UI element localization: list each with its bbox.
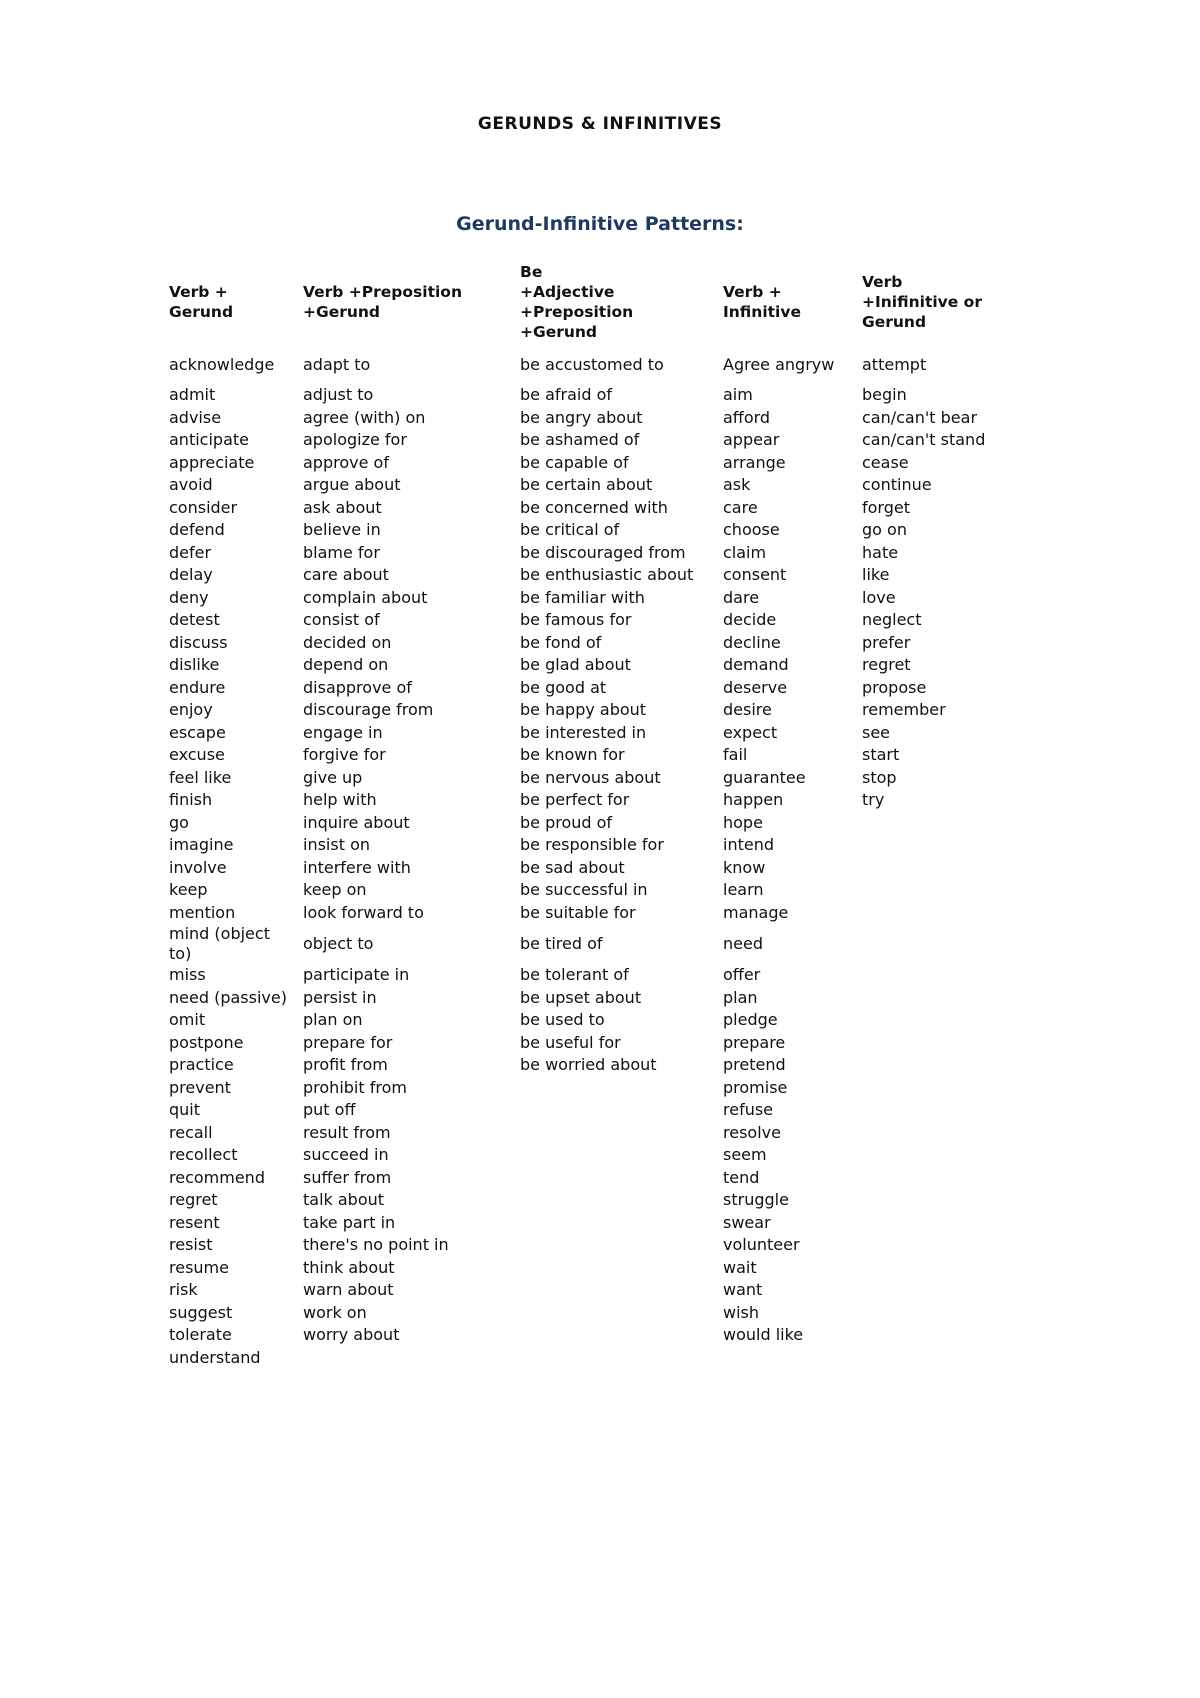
verb-preposition-gerund-cell: argue about [303,475,401,495]
verb-infinitive-or-gerund-cell: forget [862,497,910,517]
verb-infinitive-cell: prepare [723,1032,786,1052]
verb-preposition-gerund-cell: give up [303,767,363,787]
header-line: Verb +Preposition [303,283,462,301]
table-row [166,699,1009,722]
verb-infinitive-or-gerund-cell: stop [862,767,897,787]
be-adjective-preposition-cell: be nervous about [520,767,661,787]
verb-preposition-gerund-cell: plan on [303,1010,363,1030]
header-line: Gerund [169,303,234,321]
table-row [166,1347,1009,1370]
verb-infinitive-cell: want [723,1280,763,1300]
table-row [166,542,1009,565]
verb-preposition-gerund-cell: engage in [303,722,383,742]
verb-gerund-cell: quit [169,1100,201,1120]
verb-infinitive-or-gerund-cell: love [862,587,896,607]
be-adjective-preposition-cell: be accustomed to [520,355,664,374]
verb-gerund-cell: avoid [169,475,213,495]
table-row [166,902,1009,925]
verb-preposition-gerund-cell: approve of [303,452,389,472]
be-adjective-preposition-cell: be tired of [520,934,603,953]
be-adjective-preposition-cell: be angry about [520,407,643,427]
verb-gerund-cell: finish [169,790,213,810]
verb-infinitive-cell: pretend [723,1055,786,1075]
table-row [166,744,1009,767]
verb-infinitive-cell: need [723,934,763,953]
verb-infinitive-or-gerund-cell: try [862,790,885,810]
be-adjective-preposition-cell: be good at [520,677,607,697]
verb-infinitive-cell: intend [723,835,774,855]
verb-infinitive-cell: learn [723,880,764,900]
verb-gerund-cell: consider [169,497,238,517]
verb-gerund-cell: need (passive) [169,987,287,1007]
verb-infinitive-cell: refuse [723,1100,774,1120]
header-verb-infinitive-or-gerund [859,262,1009,342]
verb-preposition-gerund-cell: adjust to [303,385,374,405]
verb-preposition-gerund-cell: object to [303,934,374,953]
header-line: +Gerund [520,323,598,341]
be-adjective-preposition-cell: be concerned with [520,497,668,517]
header-line: +Gerund [303,303,381,321]
verb-gerund-cell: dislike [169,655,220,675]
be-adjective-preposition-cell [517,1347,720,1370]
header-line: Be [520,263,543,281]
be-adjective-preposition-cell: be worried about [520,1055,657,1075]
be-adjective-preposition-cell: be interested in [520,722,647,742]
verb-infinitive-cell: hope [723,812,763,832]
verb-infinitive-or-gerund-cell: start [862,745,900,765]
be-adjective-preposition-cell: be glad about [520,655,631,675]
table-row [166,834,1009,857]
verb-preposition-gerund-cell: result from [303,1122,391,1142]
verb-infinitive-cell: pledge [723,1010,778,1030]
verb-infinitive-or-gerund-cell [859,924,1009,964]
verb-gerund-cell: mention [169,902,236,922]
verb-infinitive-or-gerund-cell [859,879,1009,902]
table-row [166,1122,1009,1145]
verb-infinitive-cell: tend [723,1167,760,1187]
verb-infinitive-or-gerund-cell [859,834,1009,857]
table-row [166,1257,1009,1280]
verb-infinitive-or-gerund-cell [859,1257,1009,1280]
be-adjective-preposition-cell: be critical of [520,520,620,540]
table-row [166,1212,1009,1235]
verb-infinitive-cell: care [723,497,758,517]
verb-preposition-gerund-cell: insist on [303,835,370,855]
verb-preposition-gerund-cell: keep on [303,880,367,900]
verb-infinitive-cell: resolve [723,1122,781,1142]
verb-infinitive-cell: expect [723,722,778,742]
table-row [166,1167,1009,1190]
verb-gerund-cell: enjoy [169,700,213,720]
header-line: +Preposition [520,303,634,321]
table-row [166,1189,1009,1212]
verb-infinitive-cell: consent [723,565,787,585]
table-row [166,407,1009,430]
verb-infinitive-or-gerund-cell: cease [862,452,909,472]
verb-infinitive-or-gerund-cell: like [862,565,890,585]
verb-gerund-cell: deny [169,587,209,607]
verb-infinitive-or-gerund-cell [859,857,1009,880]
verb-infinitive-or-gerund-cell: regret [862,655,911,675]
verb-preposition-gerund-cell: care about [303,565,389,585]
verb-gerund-cell: discuss [169,632,228,652]
table-row [166,987,1009,1010]
verb-preposition-gerund-cell: decided on [303,632,392,652]
verb-gerund-cell: regret [169,1190,218,1210]
verb-infinitive-or-gerund-cell [859,1144,1009,1167]
verb-preposition-gerund-cell: look forward to [303,902,424,922]
be-adjective-preposition-cell: be famous for [520,610,632,630]
verb-preposition-gerund-cell: depend on [303,655,389,675]
verb-preposition-gerund-cell: prohibit from [303,1077,407,1097]
verb-gerund-cell: resent [169,1212,220,1232]
verb-preposition-gerund-cell: succeed in [303,1145,389,1165]
table-row [166,609,1009,632]
document-title: GERUNDS & INFINITIVES [477,114,723,134]
verb-infinitive-or-gerund-cell: go on [862,520,907,540]
be-adjective-preposition-cell [517,1302,720,1325]
table-row [166,1099,1009,1122]
table-row [166,767,1009,790]
verb-preposition-gerund-cell: apologize for [303,430,407,450]
verb-gerund-cell: suggest [169,1302,233,1322]
be-adjective-preposition-cell: be familiar with [520,587,645,607]
verb-gerund-cell: recall [169,1122,213,1142]
table-row [166,342,1009,384]
verb-infinitive-or-gerund-cell: can/can't stand [862,430,986,450]
verb-infinitive-cell: know [723,857,766,877]
table-row [166,1144,1009,1167]
be-adjective-preposition-cell: be tolerant of [520,965,629,985]
be-adjective-preposition-cell [517,1324,720,1347]
be-adjective-preposition-cell [517,1257,720,1280]
verb-gerund-cell: risk [169,1280,198,1300]
verb-gerund-cell: admit [169,385,216,405]
table-row [166,632,1009,655]
verb-infinitive-or-gerund-cell [859,1234,1009,1257]
verb-infinitive-or-gerund-cell [859,1009,1009,1032]
table-row [166,564,1009,587]
verb-preposition-gerund-cell: take part in [303,1212,396,1232]
verb-infinitive-or-gerund-cell: can/can't bear [862,407,978,427]
verb-infinitive-cell: demand [723,655,789,675]
be-adjective-preposition-cell: be sad about [520,857,625,877]
verb-infinitive-cell: would like [723,1325,804,1345]
table-row [166,879,1009,902]
header-verb-preposition-gerund [300,262,517,342]
verb-gerund-cell: delay [169,565,213,585]
verb-infinitive-cell: aim [723,385,753,405]
verb-infinitive-cell: desire [723,700,772,720]
table-row [166,789,1009,812]
be-adjective-preposition-cell [517,1234,720,1257]
verb-infinitive-cell: fail [723,745,748,765]
verb-gerund-cell: appreciate [169,452,255,472]
be-adjective-preposition-cell: be ashamed of [520,430,640,450]
verb-infinitive-or-gerund-cell [859,1032,1009,1055]
verb-infinitive-or-gerund-cell: attempt [862,355,927,374]
table-row [166,1324,1009,1347]
verb-infinitive-or-gerund-cell [859,1054,1009,1077]
verb-gerund-cell: postpone [169,1032,244,1052]
verb-preposition-gerund-cell: suffer from [303,1167,392,1187]
verb-infinitive-cell: dare [723,587,760,607]
verb-infinitive-or-gerund-cell [859,902,1009,925]
be-adjective-preposition-cell [517,1189,720,1212]
table-row [166,654,1009,677]
header-line: Verb [862,273,903,291]
be-adjective-preposition-cell: be responsible for [520,835,664,855]
verb-infinitive-cell: afford [723,407,771,427]
be-adjective-preposition-cell [517,1077,720,1100]
be-adjective-preposition-cell: be useful for [520,1032,621,1052]
table-row [166,519,1009,542]
verb-preposition-gerund-cell: persist in [303,987,377,1007]
verb-gerund-cell: miss [169,965,206,985]
verb-infinitive-or-gerund-cell: continue [862,475,932,495]
verb-infinitive-or-gerund-cell: prefer [862,632,911,652]
be-adjective-preposition-cell: be perfect for [520,790,630,810]
verb-infinitive-cell: deserve [723,677,788,697]
verb-infinitive-cell: appear [723,430,780,450]
table-body [166,342,1009,1369]
table-row [166,924,1009,964]
table-row [166,812,1009,835]
be-adjective-preposition-cell [517,1099,720,1122]
verb-infinitive-cell: guarantee [723,767,806,787]
verb-gerund-cell: feel like [169,767,232,787]
table-header [166,262,1009,342]
be-adjective-preposition-cell: be happy about [520,700,647,720]
verb-infinitive-or-gerund-cell [859,1099,1009,1122]
verb-gerund-cell: resume [169,1257,229,1277]
verb-preposition-gerund-cell: there's no point in [303,1235,449,1255]
document-subtitle: Gerund-Infinitive Patterns: [456,213,744,235]
verb-infinitive-or-gerund-cell: remember [862,700,946,720]
verb-preposition-gerund-cell: discourage from [303,700,434,720]
verb-preposition-gerund-cell: put off [303,1100,356,1120]
verb-gerund-cell: defer [169,542,212,562]
verb-preposition-gerund-cell: profit from [303,1055,388,1075]
be-adjective-preposition-cell: be successful in [520,880,648,900]
verb-gerund-cell: recollect [169,1145,238,1165]
verb-infinitive-cell: plan [723,987,758,1007]
verb-infinitive-cell: happen [723,790,784,810]
be-adjective-preposition-cell: be proud of [520,812,613,832]
verb-preposition-gerund-cell: adapt to [303,355,371,374]
verb-infinitive-or-gerund-cell [859,987,1009,1010]
verb-preposition-gerund-cell [300,1347,517,1370]
header-be-adjective-preposition-gerund [517,262,720,342]
verb-infinitive-or-gerund-cell [859,1077,1009,1100]
verb-preposition-gerund-cell: participate in [303,965,410,985]
be-adjective-preposition-cell: be suitable for [520,902,636,922]
verb-gerund-cell: acknowledge [169,355,275,374]
verb-preposition-gerund-cell: think about [303,1257,395,1277]
verb-infinitive-cell: claim [723,542,767,562]
be-adjective-preposition-cell [517,1279,720,1302]
be-adjective-preposition-cell: be enthusiastic about [520,565,694,585]
header-verb-gerund [166,262,300,342]
be-adjective-preposition-cell: be upset about [520,987,642,1007]
table-row [166,1279,1009,1302]
verb-preposition-gerund-cell: consist of [303,610,380,630]
verb-gerund-cell: resist [169,1235,213,1255]
verb-preposition-gerund-cell: disapprove of [303,677,412,697]
header-line: Verb + [169,283,228,301]
verb-gerund-cell: tolerate [169,1325,232,1345]
verb-infinitive-cell: arrange [723,452,786,472]
verb-infinitive-or-gerund-cell: hate [862,542,899,562]
be-adjective-preposition-cell: be afraid of [520,385,613,405]
verb-infinitive-cell: wish [723,1302,760,1322]
table-row [166,964,1009,987]
verb-infinitive-cell [720,1347,859,1370]
verb-infinitive-cell: swear [723,1212,771,1232]
verb-gerund-cell: prevent [169,1077,231,1097]
header-line: Verb + [723,283,782,301]
verb-gerund-cell: detest [169,610,220,630]
verb-gerund-cell: advise [169,407,222,427]
table-row [166,452,1009,475]
verb-preposition-gerund-cell: agree (with) on [303,407,426,427]
verb-preposition-gerund-cell: talk about [303,1190,385,1210]
table-row [166,1054,1009,1077]
verb-infinitive-or-gerund-cell [859,1302,1009,1325]
verb-infinitive-cell: promise [723,1077,788,1097]
verb-gerund-cell: anticipate [169,430,249,450]
verb-infinitive-or-gerund-cell [859,964,1009,987]
verb-gerund-cell: excuse [169,745,225,765]
verb-gerund-cell: involve [169,857,227,877]
header-row [166,262,1009,342]
verb-infinitive-or-gerund-cell: begin [862,385,907,405]
verb-infinitive-or-gerund-cell [859,1212,1009,1235]
table-row [166,1302,1009,1325]
verb-infinitive-cell: wait [723,1257,757,1277]
verb-preposition-gerund-cell: blame for [303,542,380,562]
table-row [166,722,1009,745]
verb-preposition-gerund-cell: worry about [303,1325,400,1345]
verb-preposition-gerund-cell: work on [303,1302,367,1322]
verb-gerund-cell: escape [169,722,226,742]
verb-preposition-gerund-cell: ask about [303,497,382,517]
verb-infinitive-or-gerund-cell: see [862,722,891,742]
verb-gerund-cell: omit [169,1010,206,1030]
table-row [166,1009,1009,1032]
verb-preposition-gerund-cell: complain about [303,587,428,607]
header-line: +Inifinitive or [862,293,982,311]
table-row [166,1077,1009,1100]
verb-infinitive-or-gerund-cell [859,1122,1009,1145]
be-adjective-preposition-cell: be capable of [520,452,629,472]
verb-gerund-cell: practice [169,1055,234,1075]
verb-infinitive-or-gerund-cell [859,812,1009,835]
be-adjective-preposition-cell: be used to [520,1010,605,1030]
table-row [166,429,1009,452]
verb-gerund-cell: go [169,812,189,832]
verb-preposition-gerund-cell: help with [303,790,377,810]
be-adjective-preposition-cell: be fond of [520,632,602,652]
verb-gerund-cell: recommend [169,1167,265,1187]
verb-preposition-gerund-cell: warn about [303,1280,394,1300]
verb-infinitive-or-gerund-cell: propose [862,677,927,697]
be-adjective-preposition-cell: be discouraged from [520,542,686,562]
verb-infinitive-cell: ask [723,475,751,495]
table-row [166,677,1009,700]
table-row [166,497,1009,520]
be-adjective-preposition-cell [517,1122,720,1145]
verb-infinitive-or-gerund-cell [859,1347,1009,1370]
be-adjective-preposition-cell [517,1212,720,1235]
verb-gerund-cell: imagine [169,835,234,855]
header-verb-infinitive [720,262,859,342]
verb-infinitive-cell: seem [723,1145,767,1165]
verb-infinitive-cell: manage [723,902,789,922]
table-row [166,474,1009,497]
verb-preposition-gerund-cell: interfere with [303,857,411,877]
verb-preposition-gerund-cell: forgive for [303,745,386,765]
verb-gerund-cell: defend [169,520,225,540]
verb-infinitive-or-gerund-cell [859,1324,1009,1347]
verb-infinitive-cell: choose [723,520,780,540]
be-adjective-preposition-cell: be certain about [520,475,653,495]
table-row [166,384,1009,407]
header-line: Gerund [862,313,927,331]
verb-infinitive-or-gerund-cell: neglect [862,610,922,630]
table-row [166,1234,1009,1257]
verb-preposition-gerund-cell: prepare for [303,1032,393,1052]
verb-preposition-gerund-cell: inquire about [303,812,410,832]
verb-infinitive-cell: volunteer [723,1235,800,1255]
verb-infinitive-cell: decline [723,632,781,652]
header-line: Infinitive [723,303,801,321]
verb-gerund-cell: understand [169,1347,261,1367]
verb-infinitive-cell: decide [723,610,777,630]
verb-infinitive-or-gerund-cell [859,1167,1009,1190]
verb-gerund-cell: keep [169,880,208,900]
verb-gerund-cell: mind (object to) [169,924,270,963]
be-adjective-preposition-cell: be known for [520,745,625,765]
verb-infinitive-cell: struggle [723,1190,789,1210]
verb-preposition-gerund-cell: believe in [303,520,381,540]
table-row [166,587,1009,610]
header-line: +Adjective [520,283,615,301]
table-row [166,1032,1009,1055]
be-adjective-preposition-cell [517,1167,720,1190]
verb-infinitive-cell: Agree angryw [723,355,835,374]
verb-gerund-cell: endure [169,677,226,697]
verb-infinitive-or-gerund-cell [859,1279,1009,1302]
patterns-table [166,262,1009,1369]
be-adjective-preposition-cell [517,1144,720,1167]
verb-infinitive-or-gerund-cell [859,1189,1009,1212]
verb-infinitive-cell: offer [723,965,761,985]
table-row [166,857,1009,880]
